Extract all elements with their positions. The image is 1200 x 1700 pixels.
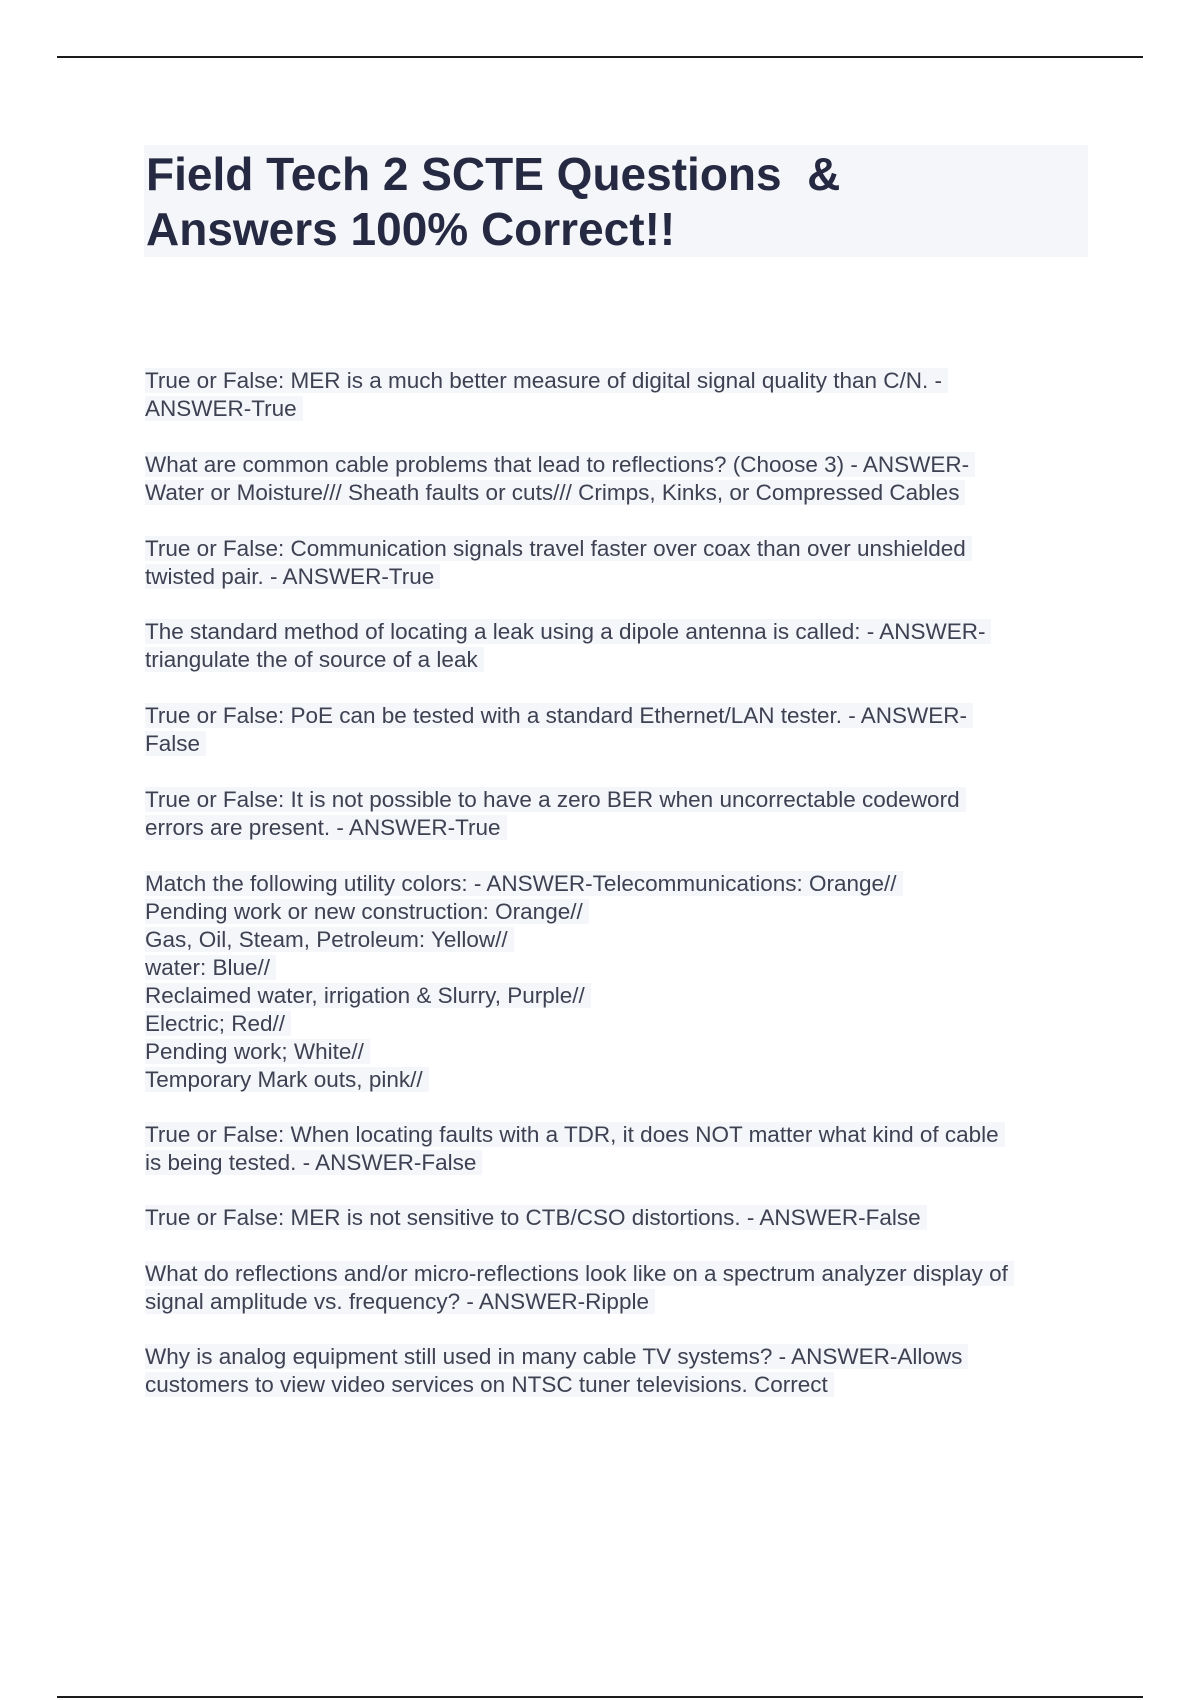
qa-line: Water or Moisture/// Sheath faults or cuts/// Crimps, Kinks, or Compressed Cables [145,479,1085,507]
qa-item-10 [145,1260,1085,1316]
qa-item-4 [145,618,1085,674]
qa-line: Temporary Mark outs, pink// [145,1066,1085,1094]
qa-line: True or False: It is not possible to have a zero BER when uncorrectable codeword [145,786,1085,814]
qa-line: Pending work; White// [145,1038,1085,1066]
qa-item-3 [145,535,1085,591]
qa-item-1 [145,367,1085,423]
qa-line: True or False: When locating faults with a TDR, it does NOT matter what kind of cable [145,1121,1085,1149]
qa-line: twisted pair. - ANSWER-True [145,563,1085,591]
qa-line: errors are present. - ANSWER-True [145,814,1085,842]
qa-line: triangulate the of source of a leak [145,646,1085,674]
qa-line: True or False: MER is a much better measure of digital signal quality than C/N. - [145,367,1085,395]
qa-item-7 [145,870,1085,1094]
qa-line: Gas, Oil, Steam, Petroleum: Yellow// [145,926,1085,954]
footer-rule [57,1696,1143,1698]
qa-line: True or False: Communication signals travel faster over coax than over unshielded [145,535,1085,563]
qa-line: is being tested. - ANSWER-False [145,1149,1085,1177]
qa-line: The standard method of locating a leak using a dipole antenna is called: - ANSWER- [145,618,1085,646]
title-line-1: Field Tech 2 SCTE Questions & [146,148,841,200]
qa-item-6 [145,786,1085,842]
qa-line: signal amplitude vs. frequency? - ANSWER-Ripple [145,1288,1085,1316]
qa-line: Pending work or new construction: Orange// [145,898,1085,926]
qa-item-11 [145,1343,1085,1399]
qa-line: What are common cable problems that lead to reflections? (Choose 3) - ANSWER- [145,451,1085,479]
qa-line: water: Blue// [145,954,1085,982]
qa-line: customers to view video services on NTSC tuner televisions. Correct [145,1371,1085,1399]
qa-line: True or False: PoE can be tested with a standard Ethernet/LAN tester. - ANSWER- [145,702,1085,730]
qa-line: False [145,730,1085,758]
qa-line: Match the following utility colors: - ANSWER-Telecommunications: Orange// [145,870,1085,898]
qa-line: Why is analog equipment still used in many cable TV systems? - ANSWER-Allows [145,1343,1085,1371]
qa-item-9 [145,1204,1085,1232]
qa-line: ANSWER-True [145,395,1085,423]
qa-item-5 [145,702,1085,758]
qa-line: Reclaimed water, irrigation & Slurry, Purple// [145,982,1085,1010]
qa-item-2 [145,451,1085,507]
qa-line: True or False: MER is not sensitive to CTB/CSO distortions. - ANSWER-False [145,1204,1085,1232]
qa-line: What do reflections and/or micro-reflections look like on a spectrum analyzer display of [145,1260,1085,1288]
qa-line: Electric; Red// [145,1010,1085,1038]
title-line-2: Answers 100% Correct!! [146,203,676,255]
header-rule [57,56,1143,58]
document-title [144,145,1088,257]
qa-item-8 [145,1121,1085,1177]
